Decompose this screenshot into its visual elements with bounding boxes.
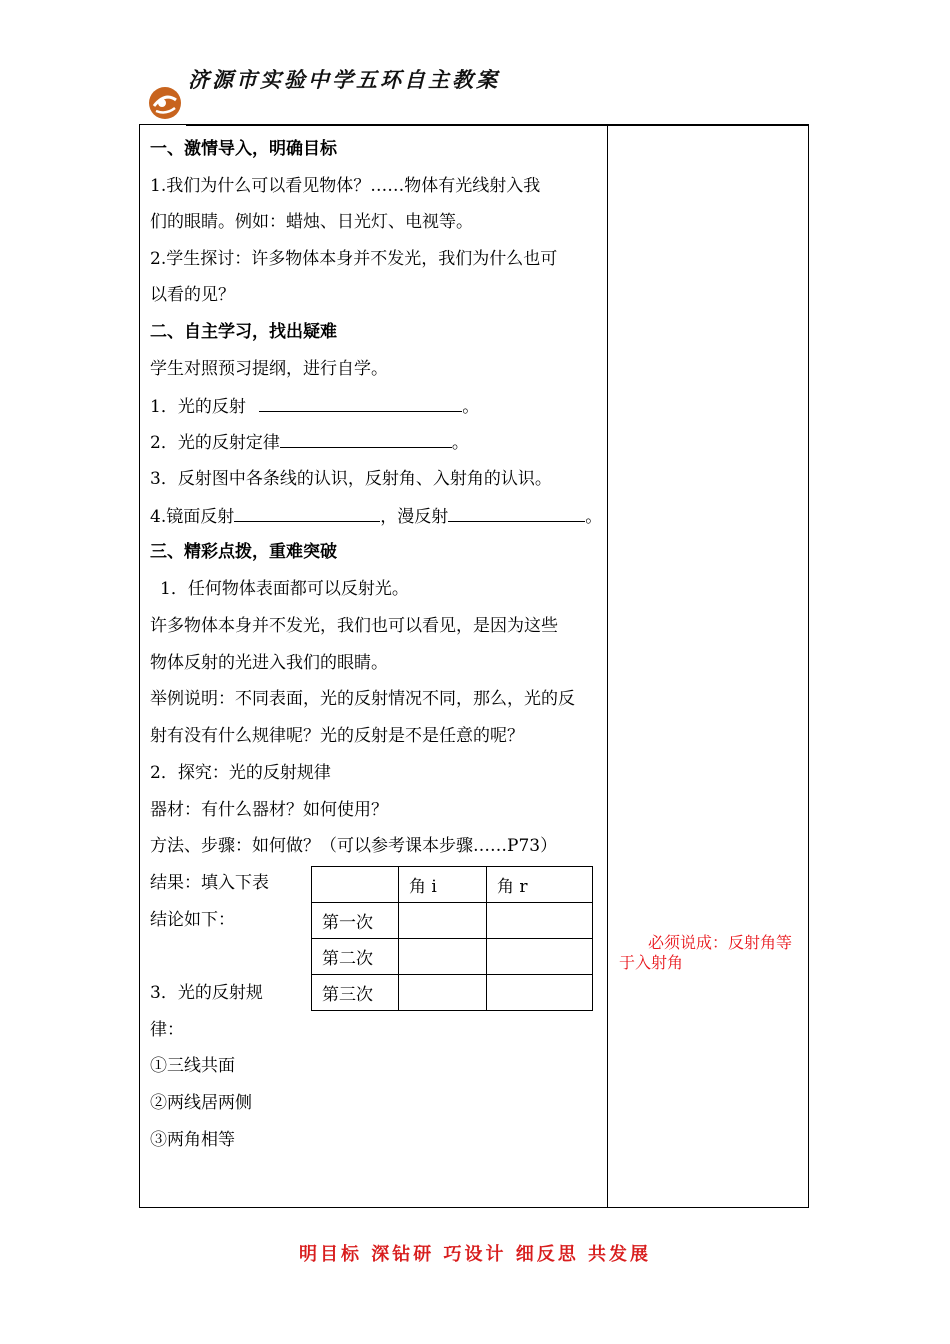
- row-label: 第三次: [312, 975, 399, 1011]
- question-1: [150, 395, 479, 418]
- question-1-text: 1．光的反射: [150, 397, 246, 417]
- paragraph: 2．探究：光的反射规律: [150, 763, 331, 783]
- footer-motto: 明目标 深钻研 巧设计 细反思 共发展: [298, 1244, 652, 1265]
- table-row: [312, 903, 593, 939]
- row-label: 第二次: [312, 939, 399, 975]
- paragraph: 结论如下：: [150, 910, 235, 930]
- table-header-cell: 角 r: [487, 867, 593, 903]
- paragraph: 学生对照预习提纲，进行自学。: [150, 359, 388, 379]
- school-logo: [146, 86, 184, 120]
- table-cell[interactable]: [487, 975, 593, 1011]
- answer-blank[interactable]: [259, 395, 462, 412]
- period: 。: [451, 433, 469, 453]
- lesson-plan-frame: [139, 124, 809, 1208]
- paragraph: 1.我们为什么可以看见物体？……物体有光线射入我: [150, 176, 541, 196]
- table-row: [312, 975, 593, 1011]
- answer-blank[interactable]: [234, 505, 380, 522]
- question-4-text-b: ，漫反射: [380, 507, 449, 527]
- table-header-cell: 角 i: [399, 867, 487, 903]
- table-cell[interactable]: [399, 939, 487, 975]
- question-4: [150, 505, 602, 528]
- answer-blank[interactable]: [280, 431, 452, 448]
- results-table: [311, 866, 593, 1011]
- period: 。: [462, 397, 480, 417]
- table-header-row: [312, 867, 593, 903]
- section-2-heading: 二、自主学习，找出疑难: [150, 322, 337, 342]
- table-row: [312, 939, 593, 975]
- paragraph: 射有没有什么规律呢？光的反射是不是任意的呢？: [150, 726, 524, 746]
- section-1-heading: 一、激情导入，明确目标: [150, 139, 337, 159]
- table-cell[interactable]: [399, 903, 487, 939]
- table-header-cell: [312, 867, 399, 903]
- paragraph: 举例说明：不同表面，光的反射情况不同，那么，光的反: [150, 689, 575, 709]
- question-4-text: 4.镜面反射: [150, 507, 235, 527]
- side-note: 必须说成：反射角等于入射角: [619, 933, 793, 972]
- row-label: 第一次: [312, 903, 399, 939]
- paragraph: 们的眼睛。例如：蜡烛、日光灯、电视等。: [150, 212, 473, 232]
- paragraph: 3．光的反射规: [150, 983, 263, 1003]
- section-3-heading: 三、精彩点拨，重难突破: [150, 542, 337, 562]
- table-cell[interactable]: [399, 975, 487, 1011]
- law-item: ②两线居两侧: [150, 1093, 252, 1113]
- column-divider: [607, 125, 608, 1207]
- table-cell[interactable]: [487, 939, 593, 975]
- table-cell[interactable]: [487, 903, 593, 939]
- answer-blank[interactable]: [448, 505, 585, 522]
- question-3: 3．反射图中各条线的认识，反射角、入射角的认识。: [150, 469, 552, 489]
- period: 。: [585, 507, 603, 527]
- paragraph: 律：: [150, 1020, 184, 1040]
- law-item: ①三线共面: [150, 1056, 235, 1076]
- paragraph: 物体反射的光进入我们的眼睛。: [150, 653, 388, 673]
- law-item: ③两角相等: [150, 1130, 235, 1150]
- question-2-text: 2．光的反射定律: [150, 433, 280, 453]
- paragraph: 方法、步骤：如何做？（可以参考课本步骤……P73）: [150, 836, 558, 856]
- paragraph: 许多物体本身并不发光，我们也可以看见，是因为这些: [150, 616, 558, 636]
- school-title: 济源市实验中学五环自主教案: [188, 68, 500, 92]
- paragraph: 器材：有什么器材？如何使用？: [150, 800, 388, 820]
- paragraph: 1．任何物体表面都可以反射光。: [160, 579, 409, 599]
- paragraph: 结果：填入下表: [150, 873, 269, 893]
- question-2: [150, 431, 469, 454]
- paragraph: 2.学生探讨：许多物体本身并不发光，我们为什么也可: [150, 249, 558, 269]
- paragraph: 以看的见？: [150, 285, 235, 305]
